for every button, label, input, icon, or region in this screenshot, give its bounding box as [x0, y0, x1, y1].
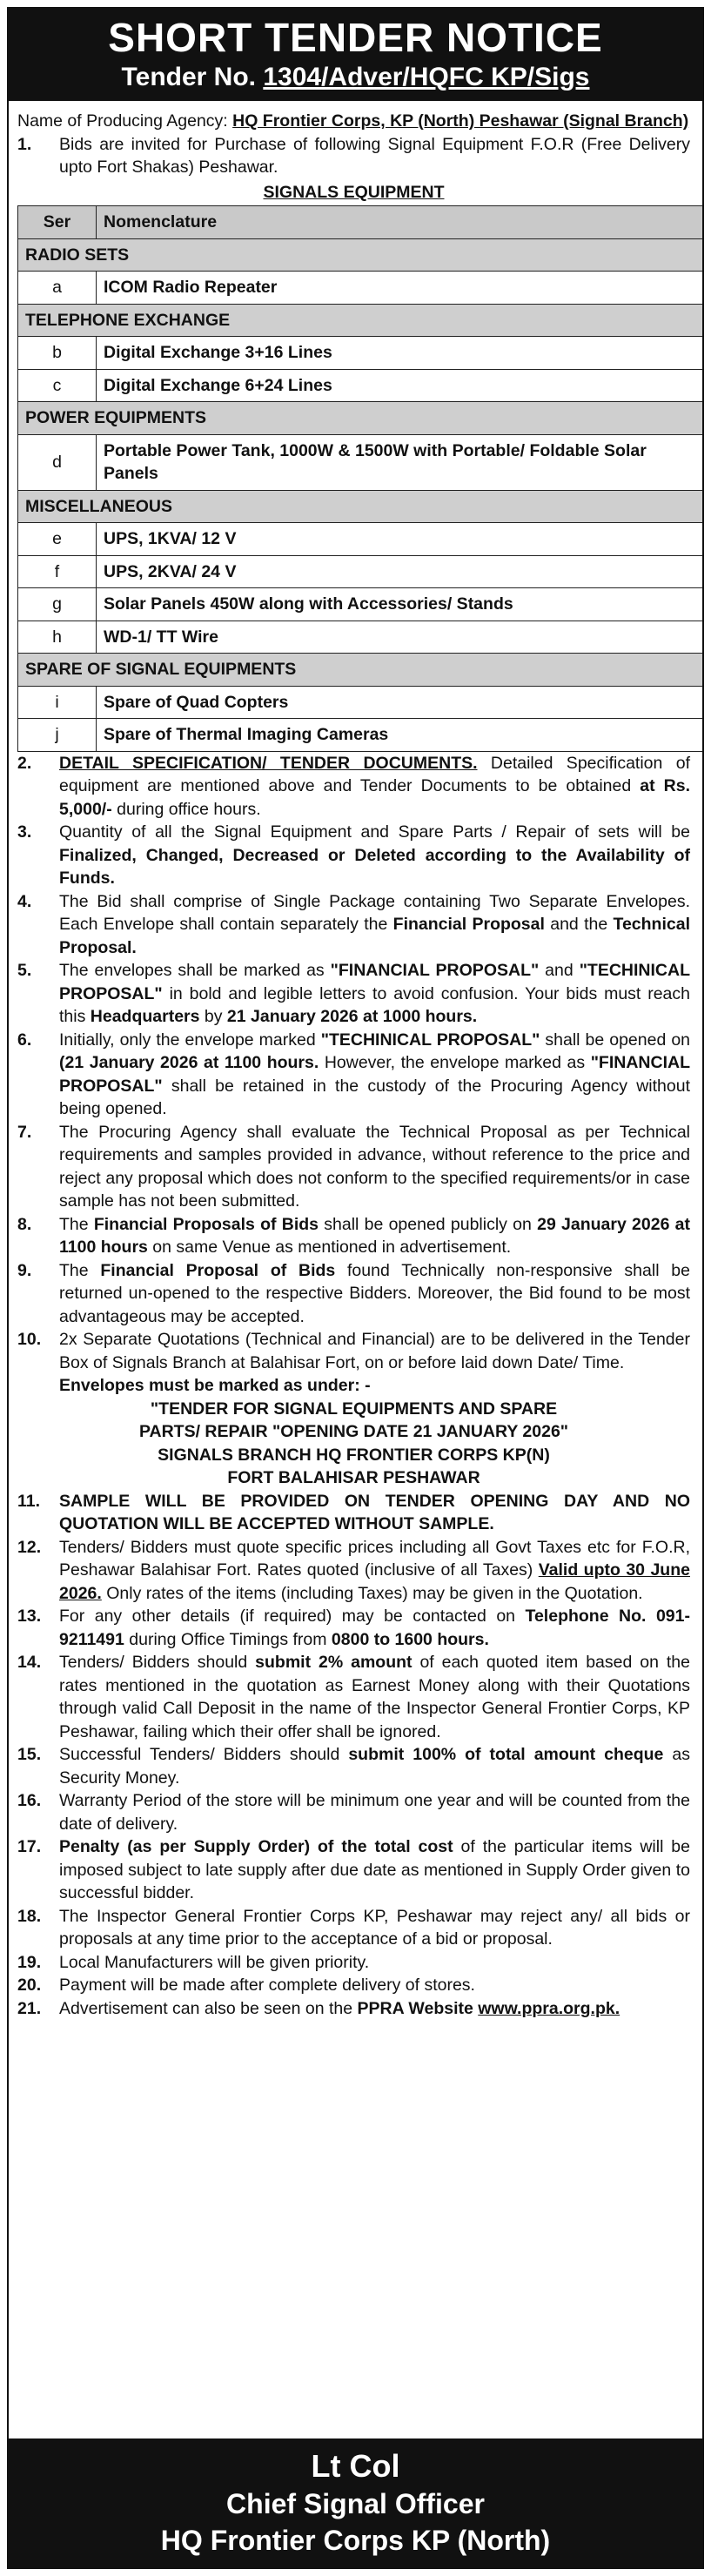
para-num: 7.	[17, 1122, 32, 1142]
table-row	[18, 523, 705, 556]
para-num: 9.	[17, 1260, 32, 1280]
item-name: Digital Exchange 3+16 Lines	[97, 337, 705, 370]
para-bold: Finalized, Changed, Decreased or Deleted according to the Availability of Funds.	[59, 845, 690, 888]
para-text: Local Manufacturers will be given priority.	[59, 1952, 370, 1972]
category-row	[18, 238, 705, 272]
table-row	[18, 719, 705, 752]
agency-label: Name of Producing Agency:	[17, 111, 233, 131]
para-text: For any other details (if required) may be contacted on	[59, 1607, 526, 1626]
para-text: shall be opened publicly on	[319, 1214, 538, 1234]
table-row	[18, 434, 705, 490]
para-num: 1.	[17, 134, 32, 154]
para-num: 3.	[17, 822, 32, 842]
para-bold: Headquarters	[90, 1007, 200, 1026]
para-num: 11.	[17, 1491, 41, 1511]
tender-number-line	[9, 61, 702, 101]
para-bold: 0800 to 1600 hours.	[331, 1629, 489, 1649]
para-text: Tenders/ Bidders must quote specific prices including all Govt Taxes etc for F.O.R, Peshawar Balahisar Fort. Rates quoted (inclusive of all Taxes)	[59, 1537, 690, 1580]
table-row	[18, 555, 705, 588]
para-num: 5.	[17, 961, 32, 980]
para-num: 20.	[17, 1976, 42, 1995]
para-text: found Technically non-responsive shall be returned un-opened to the respective Bidders. Moreover, the Bid found to be most advantageous may be accepted.	[59, 1260, 690, 1326]
para-bold: "TECHINICAL PROPOSAL"	[320, 1030, 540, 1050]
item-name: ICOM Radio Repeater	[97, 272, 705, 305]
col-header-nomenclature: Nomenclature	[97, 206, 705, 239]
item-name: Spare of Thermal Imaging Cameras	[97, 719, 705, 752]
para-num: 4.	[17, 891, 32, 911]
category-name: TELEPHONE EXCHANGE	[18, 304, 705, 337]
signatory-designation: Chief Signal Officer	[226, 2488, 485, 2519]
para-bold: Telephone No. 091-9211491	[59, 1607, 690, 1649]
para-num: 2.	[17, 753, 32, 773]
notice-body	[9, 101, 702, 2020]
para-5	[17, 959, 690, 1029]
para-num: 19.	[17, 1952, 42, 1972]
tender-prefix: Tender No.	[121, 63, 264, 91]
para-heading: DETAIL SPECIFICATION/ TENDER DOCUMENTS.	[59, 753, 478, 773]
para-text: of each quoted item based on the rates mentioned in the quotation as Earnest Money along with their Quotations through valid Call Deposit in the name of the Inspector General Frontier Corps, KP Peshawar, failing which their offer shall be ignored.	[59, 1653, 690, 1741]
para-15	[17, 1743, 690, 1789]
envelope-line: SIGNALS BRANCH HQ FRONTIER CORPS KP(N)	[158, 1445, 550, 1465]
para-bold: PPRA Website	[357, 1998, 473, 2018]
table-row	[18, 369, 705, 402]
para-bold: Financial Proposals of Bids	[93, 1214, 319, 1234]
category-row	[18, 402, 705, 435]
para-bold: 21 January 2026 at 1000 hours.	[226, 1007, 478, 1026]
signature-footer	[9, 2438, 702, 2567]
para-bold: Technical Proposal.	[59, 915, 690, 957]
para-text: Quantity of all the Signal Equipment and Spare Parts / Repair of sets will be	[59, 822, 690, 842]
category-name: RADIO SETS	[18, 238, 705, 272]
para-text: The	[59, 1214, 94, 1234]
para-bold: submit 2% amount	[255, 1653, 413, 1672]
table-row	[18, 621, 705, 654]
para-text: and the	[544, 915, 614, 934]
item-ser: g	[18, 588, 97, 621]
item-ser: h	[18, 621, 97, 654]
para-text: in bold and legible letters to avoid confusion. Your bids must reach this	[59, 983, 690, 1026]
table-row	[18, 588, 705, 621]
para-num: 18.	[17, 1906, 42, 1926]
ppra-website-link[interactable]: www.ppra.org.pk.	[478, 1998, 620, 2018]
para-20	[17, 1974, 690, 1997]
item-name: Solar Panels 450W along with Accessories/ Stands	[97, 588, 705, 621]
signatory-unit: HQ Frontier Corps KP (North)	[160, 2525, 551, 2556]
para-text: Tenders/ Bidders should	[59, 1653, 256, 1672]
item-ser: e	[18, 523, 97, 556]
para-text: and	[539, 961, 580, 980]
para-4	[17, 890, 690, 960]
table-row	[18, 337, 705, 370]
para-text: on same Venue as mentioned in advertisement.	[147, 1238, 512, 1257]
para-text: The envelopes shall be marked as	[59, 961, 331, 980]
para-num: 12.	[17, 1537, 42, 1557]
para-text: The Procuring Agency shall evaluate the Technical Proposal as per Technical requirements and samples provided in advance, without reference to the price and reject any proposal which does not conform to the specified requirements/or in case sample has not been submitted.	[59, 1122, 690, 1211]
para-text: Advertisement can also be seen on the	[59, 1998, 358, 2018]
item-ser: f	[18, 555, 97, 588]
para-text: However, the envelope marked as	[319, 1053, 591, 1072]
para-text: The	[59, 1260, 101, 1280]
item-ser: j	[18, 719, 97, 752]
item-ser: i	[18, 686, 97, 719]
para-text: shall be retained in the custody of the Procuring Agency without being opened.	[59, 1076, 690, 1118]
tender-number: 1304/Adver/HQFC KP/Sigs	[263, 63, 590, 91]
para-text: The Inspector General Frontier Corps KP, Peshawar may reject any/ all bids or proposals at any time prior to the acceptance of a bid or proposal.	[59, 1906, 690, 1949]
col-header-ser: Ser	[18, 206, 97, 239]
para-bold: "TECHINICAL PROPOSAL"	[59, 961, 691, 1003]
envelope-line: PARTS/ REPAIR "OPENING DATE 21 JANUARY 2026"	[138, 1422, 569, 1441]
para-18	[17, 1905, 690, 1951]
para-bold: "FINANCIAL PROPOSAL"	[59, 1053, 691, 1096]
item-ser: c	[18, 369, 97, 402]
para-text: Payment will be made after complete delivery of stores.	[59, 1976, 475, 1995]
para-13	[17, 1605, 690, 1651]
para-12	[17, 1536, 690, 1606]
header-banner	[9, 9, 702, 101]
para-bold: Financial Proposal of Bids	[100, 1260, 336, 1280]
envelopes-heading: Envelopes must be marked as under: -	[59, 1376, 371, 1395]
tender-notice	[7, 7, 704, 2569]
para-text: Successful Tenders/ Bidders should	[59, 1745, 349, 1764]
para-11	[17, 1490, 690, 1536]
para-num: 17.	[17, 1837, 42, 1856]
para-text: by	[199, 1007, 227, 1026]
para-bold: 29 January 2026 at 1100 hours	[59, 1214, 691, 1257]
para-text: as Security Money.	[59, 1745, 690, 1788]
para-num: 21.	[17, 1998, 42, 2018]
item-name: UPS, 1KVA/ 12 V	[97, 523, 705, 556]
para-text: Detailed Specification of equipment are mentioned above and Tender Documents to be obtained	[59, 753, 690, 795]
para-9	[17, 1259, 690, 1329]
category-name: SPARE OF SIGNAL EQUIPMENTS	[18, 654, 705, 687]
category-name: POWER EQUIPMENTS	[18, 402, 705, 435]
para-21	[17, 1997, 690, 2021]
para-text: Initially, only the envelope marked	[59, 1030, 321, 1050]
para-3	[17, 821, 690, 890]
para-text: during office hours.	[111, 799, 261, 819]
para-num: 6.	[17, 1030, 32, 1050]
category-name: MISCELLANEOUS	[18, 490, 705, 523]
para-bold: Valid upto 30 June 2026.	[59, 1560, 690, 1603]
para-bold: Financial Proposal	[392, 915, 545, 934]
para-7	[17, 1121, 690, 1213]
para-bold: submit 100% of total amount cheque	[348, 1745, 664, 1764]
para-14	[17, 1651, 690, 1743]
item-ser: b	[18, 337, 97, 370]
para-text: shall be opened on	[540, 1030, 691, 1050]
para-1	[17, 133, 690, 179]
item-name: Digital Exchange 6+24 Lines	[97, 369, 705, 402]
para-16	[17, 1789, 690, 1835]
para-num: 10.	[17, 1330, 42, 1349]
para-text: 2x Separate Quotations (Technical and Financial) are to be delivered in the Tender Box of Signals Branch at Balahisar Fort, on or before laid down Date/ Time.	[59, 1330, 690, 1372]
section-title: SIGNALS EQUIPMENT	[263, 182, 445, 202]
para-2	[17, 752, 690, 822]
item-name: UPS, 2KVA/ 24 V	[97, 555, 705, 588]
item-ser: d	[18, 434, 97, 490]
para-bold: "FINANCIAL PROPOSAL"	[330, 961, 540, 980]
para-num: 16.	[17, 1791, 42, 1810]
para-6	[17, 1029, 690, 1121]
para-10	[17, 1328, 690, 1374]
para-num: 13.	[17, 1607, 42, 1626]
para-num: 14.	[17, 1653, 42, 1672]
category-row	[18, 490, 705, 523]
para-text: Warranty Period of the store will be minimum one year and will be counted from the date of delivery.	[59, 1791, 690, 1834]
signatory-rank: Lt Col	[311, 2448, 400, 2484]
para-19	[17, 1951, 690, 1975]
producing-agency	[17, 110, 690, 133]
para-text: Bids are invited for Purchase of following Signal Equipment F.O.R (Free Delivery upto Fort Shakas) Peshawar.	[59, 134, 690, 177]
para-bold: Penalty (as per Supply Order) of the total cost	[59, 1837, 453, 1856]
item-name: Spare of Quad Copters	[97, 686, 705, 719]
para-num: 8.	[17, 1214, 32, 1234]
para-bold: (21 January 2026 at 1100 hours.	[59, 1053, 319, 1072]
table-row	[18, 272, 705, 305]
para-text: during Office Timings from	[124, 1629, 332, 1649]
envelope-line: FORT BALAHISAR PESHAWAR	[227, 1468, 480, 1487]
equipment-table	[17, 205, 704, 752]
table-header-row	[18, 206, 705, 239]
notice-title: SHORT TENDER NOTICE	[108, 15, 603, 60]
para-bold: at Rs. 5,000/-	[59, 776, 690, 819]
para-17	[17, 1835, 690, 1905]
item-ser: a	[18, 272, 97, 305]
item-name: WD-1/ TT Wire	[97, 621, 705, 654]
para-bold: SAMPLE WILL BE PROVIDED ON TENDER OPENING DAY AND NO QUOTATION WILL BE ACCEPTED WITHOUT SAMPLE.	[59, 1491, 690, 1533]
para-text: The Bid shall comprise of Single Package containing Two Separate Envelopes. Each Envelope shall contain separately the	[59, 891, 690, 934]
para-8	[17, 1213, 690, 1259]
category-row	[18, 654, 705, 687]
para-text: Only rates of the items (including Taxes) may be given in the Quotation.	[101, 1583, 643, 1603]
table-row	[18, 686, 705, 719]
item-name: Portable Power Tank, 1000W & 1500W with Portable/ Foldable Solar Panels	[97, 434, 705, 490]
category-row	[18, 304, 705, 337]
para-text: of the particular items will be imposed subject to late supply after due date as mentioned in Supply Order given to successful bidder.	[59, 1837, 690, 1902]
envelope-line: "TENDER FOR SIGNAL EQUIPMENTS AND SPARE	[150, 1399, 558, 1419]
para-num: 15.	[17, 1745, 42, 1764]
agency-name: HQ Frontier Corps, KP (North) Peshawar (Signal Branch)	[232, 111, 689, 131]
